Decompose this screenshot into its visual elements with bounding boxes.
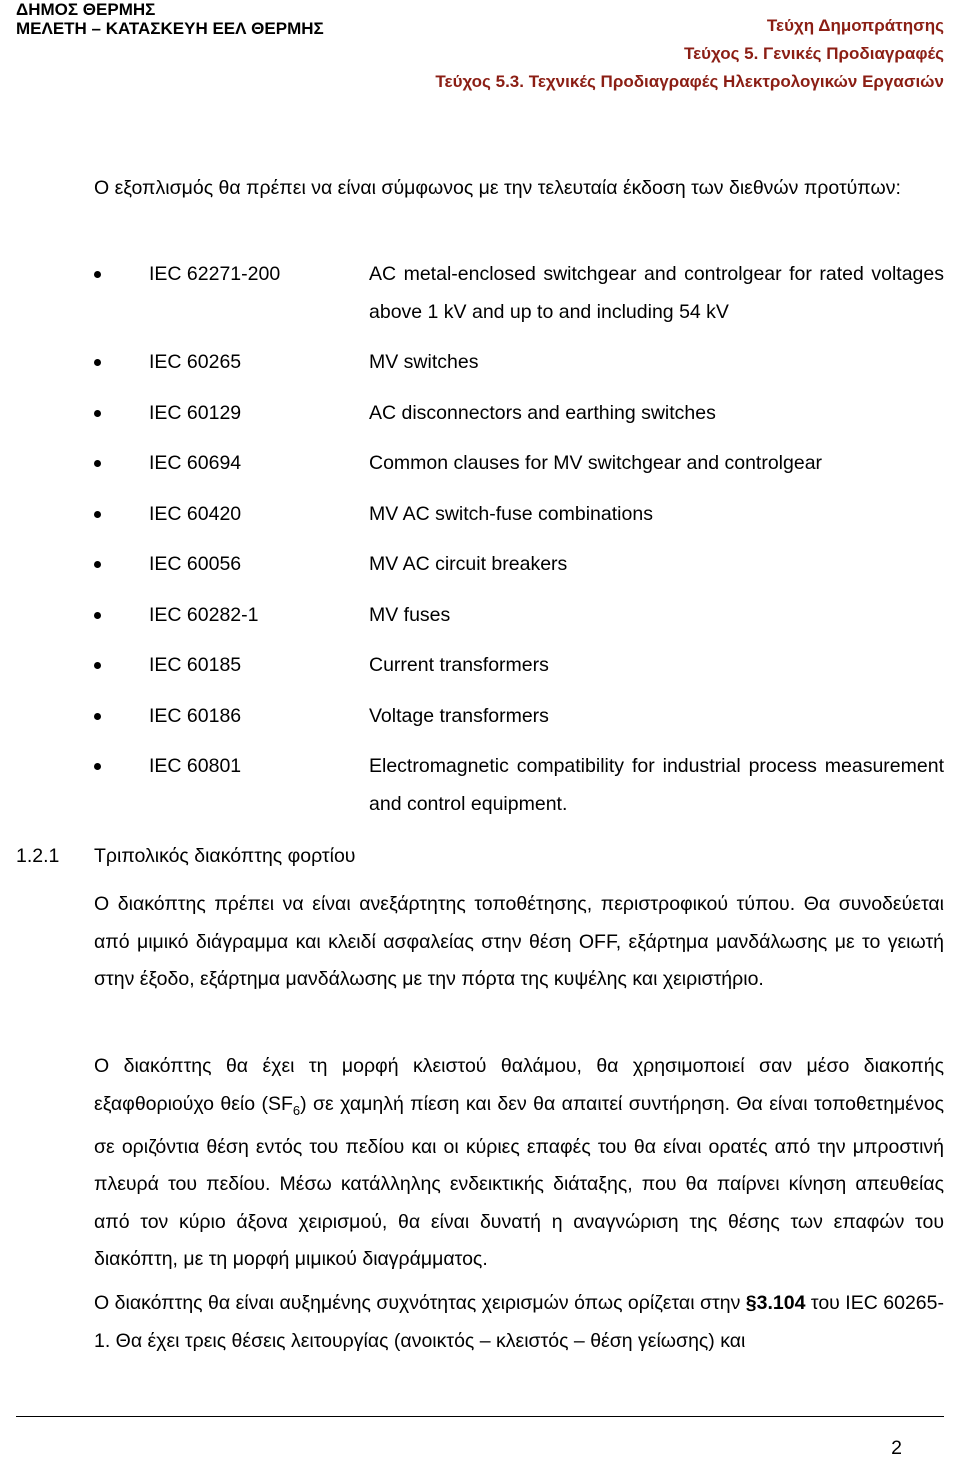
paragraph-3 (94, 1285, 944, 1360)
paragraph-3-part-1: Ο διακόπτης θα είναι αυξημένης συχνότητας χειρισμών όπως ορίζεται στην (94, 1292, 746, 1314)
standard-code: IEC 60420 (149, 502, 242, 525)
header-volumes: Τεύχη Δημοπράτησης (766, 16, 944, 35)
clause-reference: §3.104 (745, 1292, 806, 1314)
header-volume-5: Τεύχος 5. Γενικές Προδιαγραφές (683, 44, 944, 63)
standard-item (94, 395, 944, 433)
paragraph-1: Ο διακόπτης πρέπει να είναι ανεξάρτητης τοποθέτησης, περιστροφικού τύπου. Θα συνοδεύεται από μιμικό διάγραμμα και κλειδί ασφαλείας στην θέση OFF, εξάρτημα μανδάλωσης με το γειωτή στην έξοδο, εξάρτημα μανδάλωσης με την πόρτα της κυψέλης και χειριστήριο. (94, 893, 944, 990)
bullet-icon (94, 511, 101, 518)
bullet-icon (94, 359, 101, 366)
standard-description: Electromagnetic compatibility for industrial process measurement and control equipment. (369, 755, 944, 815)
footer-divider (16, 1416, 944, 1417)
standard-item (94, 344, 944, 382)
standard-item (94, 748, 944, 823)
standard-item (94, 647, 944, 685)
section-heading (16, 838, 355, 876)
bullet-icon (94, 713, 101, 720)
header-left (16, 0, 324, 38)
page-header (0, 0, 960, 90)
standard-item (94, 546, 944, 584)
paragraph-3-part-2: του IEC 60265-1. Θα έχει τρεις θέσεις λειτουργίας (ανοικτός – κλειστός – θέση γείωσης) και (94, 1292, 944, 1352)
standard-description: MV AC switch-fuse combinations (369, 502, 653, 525)
standard-description: Current transformers (369, 654, 549, 676)
standard-code: IEC 60265 (149, 351, 242, 373)
header-right (435, 12, 944, 96)
paragraph-2 (94, 1048, 944, 1279)
standard-description: Common clauses for MV switchgear and controlgear (369, 452, 823, 474)
standard-description: AC metal-enclosed switchgear and controlgear for rated voltages above 1 kV and up to and including 54 kV (369, 263, 944, 323)
bullet-icon (94, 763, 101, 770)
standard-code: IEC 60801 (149, 755, 242, 777)
standards-list (94, 256, 944, 836)
standard-description: MV AC circuit breakers (369, 553, 568, 575)
standard-description: MV switches (369, 351, 479, 373)
standard-item (94, 256, 944, 331)
intro-paragraph: Ο εξοπλισμός θα πρέπει να είναι σύμφωνος με την τελευταία έκδοση των διεθνών προτύπων: (94, 177, 901, 199)
paragraph-2-part-2: ) σε χαμηλή πίεση και δεν θα απαιτεί συντήρηση. Θα είναι τοποθετημένος σε οριζόντια θέση εντός του πεδίου και οι κύριες επαφές του θα είναι ορατές από την μπροστινή πλευρά του πεδίου. Μέσω κατάλληλης ενδεικτικής διάταξης, που θα παίρνει κίνηση απευθείας από τον κύριο άξονα χειρισμού, θα είναι δυνατή η αναγνώριση της θέσης των επαφών του διακόπτη, με τη μορφή μιμικού διαγράμματος. (94, 1092, 944, 1271)
standard-item (94, 496, 944, 534)
standard-item (94, 698, 944, 736)
bullet-icon (94, 271, 101, 278)
paragraph-2-part-1: Ο διακόπτης θα έχει τη μορφή κλειστού θαλάμου, θα χρησιμοποιεί σαν μέσο διακοπής εξαφθοριούχο θείο (SF (94, 1055, 944, 1115)
standard-description: AC disconnectors and earthing switches (369, 401, 716, 424)
standard-code: IEC 60056 (149, 553, 242, 575)
bullet-icon (94, 410, 101, 417)
bullet-icon (94, 460, 101, 467)
section-number: 1.2.1 (16, 845, 60, 867)
standard-code: IEC 60694 (149, 452, 242, 474)
bullet-icon (94, 662, 101, 669)
standard-description: MV fuses (369, 603, 451, 626)
standard-code: IEC 60129 (149, 401, 242, 424)
standard-code: IEC 60185 (149, 654, 242, 676)
page-number: 2 (891, 1437, 902, 1459)
standard-item (94, 445, 944, 483)
standard-code: IEC 60282-1 (149, 603, 259, 626)
header-volume-5-3: Τεύχος 5.3. Τεχνικές Προδιαγραφές Ηλεκτρολογικών Εργασιών (435, 72, 944, 91)
bullet-icon (94, 612, 101, 619)
section-title: Τριπολικός διακόπτης φορτίου (94, 845, 356, 867)
standard-code: IEC 60186 (149, 704, 242, 727)
header-project: ΜΕΛΕΤΗ – ΚΑΤΑΣΚΕΥΗ ΕΕΛ ΘΕΡΜΗΣ (16, 19, 324, 38)
header-municipality: ΔΗΜΟΣ ΘΕΡΜΗΣ (16, 0, 156, 19)
standard-item (94, 597, 944, 635)
sf6-subscript: 6 (292, 1102, 301, 1118)
standard-code: IEC 62271-200 (149, 263, 281, 285)
standard-description: Voltage transformers (369, 704, 549, 727)
bullet-icon (94, 561, 101, 568)
